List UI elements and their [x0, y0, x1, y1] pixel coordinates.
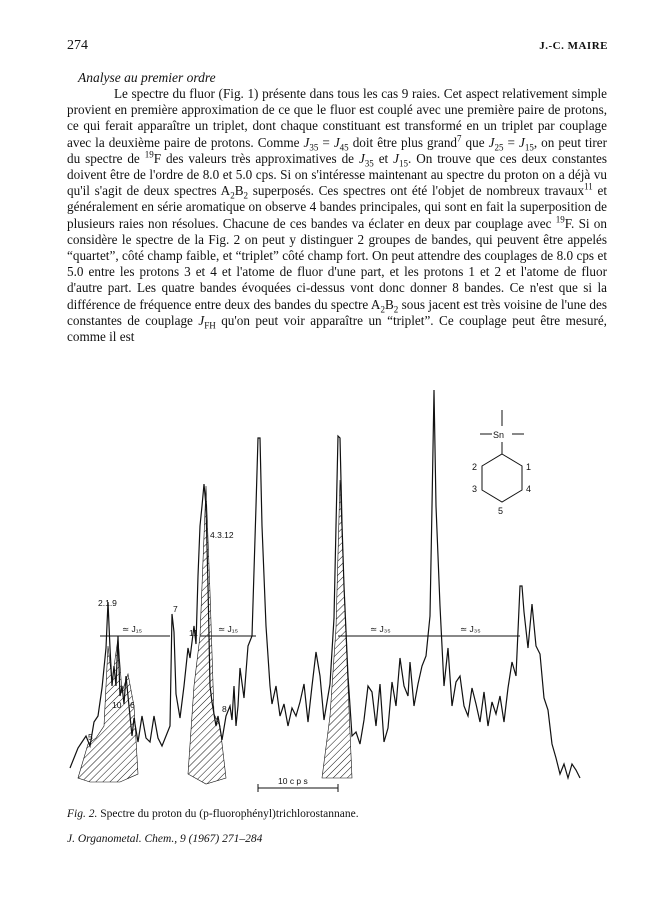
svg-text:1: 1 [526, 462, 532, 472]
journal-reference: J. Organometal. Chem., 9 (1967) 271–284 [67, 833, 263, 845]
svg-text:5: 5 [498, 506, 504, 516]
peak-label-4-3-12: 4.3.12 [210, 530, 234, 540]
coupling-label-j35-left: ≃ J₃₅ [370, 624, 391, 634]
peak-label-6: 6 [130, 700, 135, 710]
page-number: 274 [67, 38, 88, 53]
svg-text:3: 3 [472, 484, 478, 494]
peak-label-8: 8 [222, 704, 227, 714]
running-head: J.-C. MAIRE [539, 40, 608, 52]
coupling-label-j35-right: ≃ J₃₅ [460, 624, 481, 634]
hatched-region-right [322, 480, 352, 778]
peak-label-5: 5 [88, 732, 93, 742]
tin-label: Sn [493, 430, 505, 440]
scale-bar-label: 10 c p s [278, 776, 308, 786]
svg-text:4: 4 [526, 484, 532, 494]
spectrum-figure [60, 386, 620, 796]
benzene-ring [482, 454, 522, 502]
spectrum-trace [70, 390, 580, 778]
peak-label-7: 7 [173, 604, 178, 614]
figure-caption: Fig. 2. Spectre du proton du (p-fluorophényl)trichlorostannane. [67, 808, 359, 820]
molecule-structure [472, 410, 531, 516]
svg-text:2: 2 [472, 462, 478, 472]
coupling-label-j15-left: ≃ J₁₅ [122, 624, 143, 634]
body-paragraph: Le spectre du fluor (Fig. 1) présente dans tous les cas 9 raies. Cet aspect relativement simple provient en première approximation de ce que le fluor est couplé avec une première paire de protons, ce qui ferait apparaître un triplet, dont chaque constituant est transformé en un triplet par couplage avec la deuxième paire de protons. Comme $J_{35} = J_{45}$ doit être plus grand$^7$ que $J_{25} = J_{15}$, on peut tirer du spectre de $^{19}$F des valeurs très approximatives de $J_{35}$ et $J_{15}$. On trouve que ces deux constantes doivent être de l'ordre de 8.0 et 5.0 cps. Si on s'intéresse maintenant au spectre du proton on a déjà vu qu'il s'agit de deux spectres $A_2B_2$ superposés. Ces spectres ont été l'objet de nombreux travaux$^{11}$ et généralement en série aromatique on observe 4 bandes principales, qui sont en fait la superposition de plusieurs raies non résolues. Chacune de ces bandes va éclater en deux par couplage avec $^{19}$F. Si on considère le spectre de la Fig. 2 on peut y distinguer 2 groupes de bandes, qui peuvent être appelés “quartet”, côté champ faible, et “triplet” côté champ fort. On peut attendre des couplages de 8.0 cps et 5.0 entre les protons 3 et 4 et l'atome de fluor d'une part, et les protons 1 et 2 et l'atome de fluor d'autre part. Les quatre bandes évoquées ci-dessus vont donc donner 8 bandes. Ce n'est que si la différence de fréquence entre deux des bandes du spectre $A_2B_2$ sous jacent est très voisine de l'une des constantes de couplage $J_{FH}$ qu'on peut voir apparaître un “triplet”. Ce couplage peut être mesuré, comme il est [67, 86, 608, 345]
peak-label-2-1-9: 2.1.9 [98, 598, 117, 608]
peak-label-10: 10 [112, 700, 122, 710]
peak-label-11: 11 [189, 628, 198, 638]
coupling-label-j15-mid: ≃ J₁₅ [218, 624, 239, 634]
section-heading: Analyse au premier ordre [78, 70, 216, 85]
